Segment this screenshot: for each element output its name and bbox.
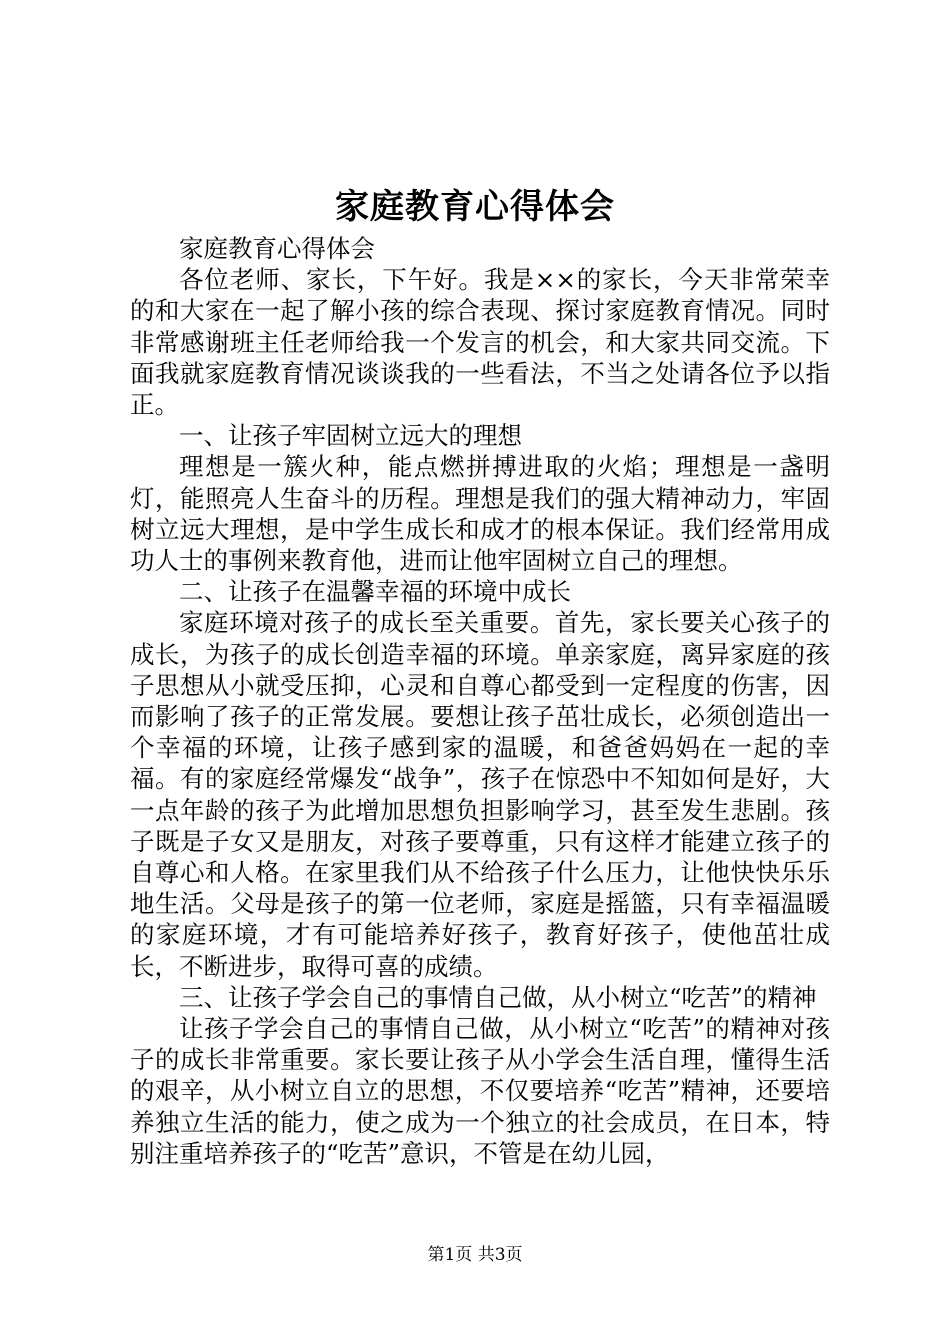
heading-section-3: 三、让孩子学会自己的事情自己做，从小树立“吃苦”的精神 [179, 982, 817, 1012]
page-footer: 第1页 共3页 [427, 1245, 523, 1265]
paragraph-subtitle: 家庭教育心得体会 [179, 234, 375, 263]
paragraph-section-3: 让孩子学会自己的事情自己做，从小树立“吃苦”的精神对孩子的成长非常重要。家长要让孩子从小学会生活自理，懂得生活的艰辛，从小树立自立的思想，不仅要培养“吃苦”精神，还要培养独立生活的能力，使之成为一个独立的社会成员，在日本，特别注重培养孩子的“吃苦”意识，不管是在幼儿园， [130, 1014, 830, 1168]
paragraph-section-2: 家庭环境对孩子的成长至关重要。首先，家长要关心孩子的成长，为孩子的成长创造幸福的环境。单亲家庭，离异家庭的孩子思想从小就受压抑，心灵和自尊心都受到一定程度的伤害，因而影响了孩子的正常发展。要想让孩子茁壮成长，必须创造出一个幸福的环境，让孩子感到家的温暖，和爸爸妈妈在一起的幸福。有的家庭经常爆发“战争”，孩子在惊恐中不知如何是好，大一点年龄的孩子为此增加思想负担影响学习，甚至发生悲剧。孩子既是子女又是朋友，对孩子要尊重，只有这样才能建立孩子的自尊心和人格。在家里我们从不给孩子什么压力，让他快快乐乐地生活。父母是孩子的第一位老师，家庭是摇篮，只有幸福温暖的家庭环境，才有可能培养好孩子，教育好孩子，使他茁壮成长，不断进步，取得可喜的成绩。 [130, 608, 830, 981]
paragraph-section-1: 理想是一簇火种，能点燃拼搏进取的火焰；理想是一盏明灯，能照亮人生奋斗的历程。理想是我们的强大精神动力，牢固树立远大理想，是中学生成长和成才的根本保证。我们经常用成功人士的事例来教育他，进而让他牢固树立自己的理想。 [130, 452, 830, 576]
heading-section-2: 二、让孩子在温馨幸福的环境中成长 [179, 577, 571, 607]
document-title: 家庭教育心得体会 [335, 187, 615, 227]
document-body [130, 233, 830, 1169]
paragraph-greeting: 各位老师、家长，下午好。我是××的家长，今天非常荣幸的和大家在一起了解小孩的综合表现、探讨家庭教育情况。同时非常感谢班主任老师给我一个发言的机会，和大家共同交流。下面我就家庭教育情况谈谈我的一些看法，不当之处请各位予以指正。 [130, 265, 830, 420]
heading-section-1: 一、让孩子牢固树立远大的理想 [179, 421, 522, 451]
